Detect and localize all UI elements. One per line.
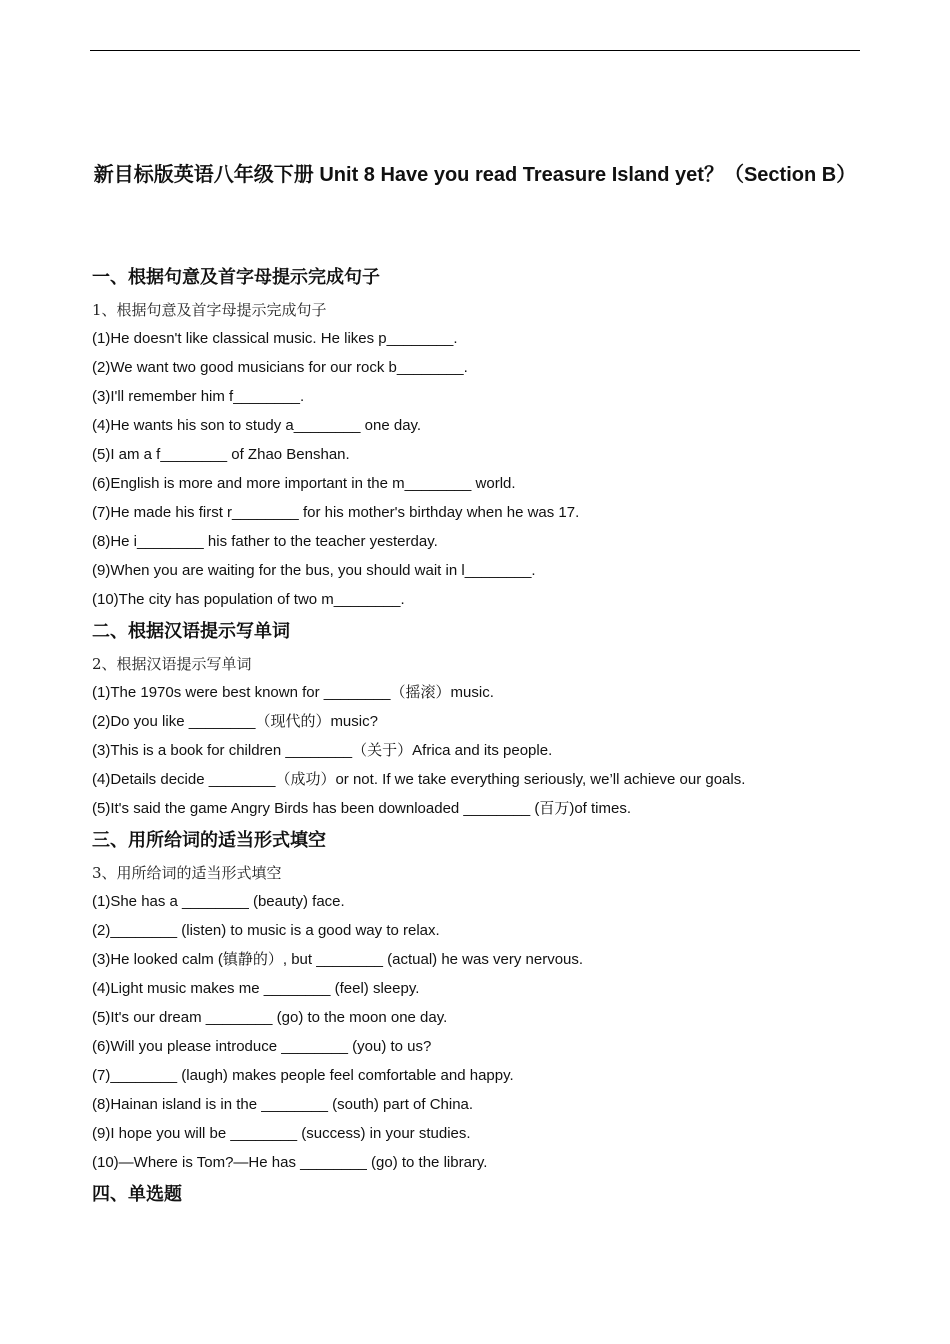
exercise-item: (1)He doesn't like classical music. He likes p________. bbox=[92, 330, 458, 347]
section-2 bbox=[92, 614, 862, 823]
exercise-item: (9)I hope you will be ________ (success) in your studies. bbox=[92, 1125, 471, 1142]
exercise-item: (10)—Where is Tom?—He has ________ (go) to the library. bbox=[92, 1154, 488, 1171]
exercise-item: (9)When you are waiting for the bus, you should wait in l________. bbox=[92, 562, 536, 579]
exercise-item: (4)Light music makes me ________ (feel) sleepy. bbox=[92, 980, 420, 997]
exercise-item: (3)I'll remember him f________. bbox=[92, 388, 305, 405]
exercise-item: (7)He made his first r________ for his mother's birthday when he was 17. bbox=[92, 504, 580, 521]
exercise-item: (3)This is a book for children ________（关于）Africa and its people. bbox=[92, 742, 553, 759]
section-heading: 四、单选题 bbox=[92, 1184, 182, 1204]
exercise-item: (3)He looked calm (镇静的）, but ________ (actual) he was very nervous. bbox=[92, 951, 584, 968]
section-1 bbox=[92, 260, 862, 614]
section-subheading: 2、根据汉语提示写单词 bbox=[92, 655, 252, 673]
exercise-item: (1)The 1970s were best known for ________（摇滚）music. bbox=[92, 684, 494, 701]
exercise-item: (6)Will you please introduce ________ (you) to us? bbox=[92, 1038, 432, 1055]
section-heading: 三、用所给词的适当形式填空 bbox=[92, 830, 326, 850]
document-title: 新目标版英语八年级下册 Unit 8 Have you read Treasure Island yet？（Section B） bbox=[93, 164, 857, 186]
exercise-item: (1)She has a ________ (beauty) face. bbox=[92, 893, 345, 910]
exercise-item: (6)English is more and more important in the m________ world. bbox=[92, 475, 516, 492]
exercise-item: (5)It's said the game Angry Birds has been downloaded ________ (百万)of times. bbox=[92, 800, 631, 817]
exercise-item: (4)He wants his son to study a________ one day. bbox=[92, 417, 422, 434]
exercise-item: (8)He i________ his father to the teacher yesterday. bbox=[92, 533, 438, 550]
exercise-item: (2)________ (listen) to music is a good way to relax. bbox=[92, 922, 440, 939]
exercise-item: (7)________ (laugh) makes people feel comfortable and happy. bbox=[92, 1067, 514, 1084]
document-body bbox=[92, 260, 862, 1211]
section-heading: 一、根据句意及首字母提示完成句子 bbox=[92, 267, 380, 287]
exercise-item: (5)It's our dream ________ (go) to the moon one day. bbox=[92, 1009, 448, 1026]
exercise-item: (2)Do you like ________（现代的）music? bbox=[92, 713, 378, 730]
section-3 bbox=[92, 823, 862, 1177]
section-subheading: 3、用所给词的适当形式填空 bbox=[92, 864, 282, 882]
exercise-item: (8)Hainan island is in the ________ (south) part of China. bbox=[92, 1096, 474, 1113]
exercise-item: (2)We want two good musicians for our rock b________. bbox=[92, 359, 468, 376]
exercise-item: (10)The city has population of two m________. bbox=[92, 591, 405, 608]
section-4 bbox=[92, 1177, 862, 1211]
exercise-item: (4)Details decide ________（成功）or not. If we take everything seriously, we’ll achieve our goals. bbox=[92, 771, 746, 788]
header-rule bbox=[90, 50, 860, 51]
exercise-item: (5)I am a f________ of Zhao Benshan. bbox=[92, 446, 350, 463]
section-heading: 二、根据汉语提示写单词 bbox=[92, 621, 290, 641]
section-subheading: 1、根据句意及首字母提示完成句子 bbox=[92, 301, 327, 319]
